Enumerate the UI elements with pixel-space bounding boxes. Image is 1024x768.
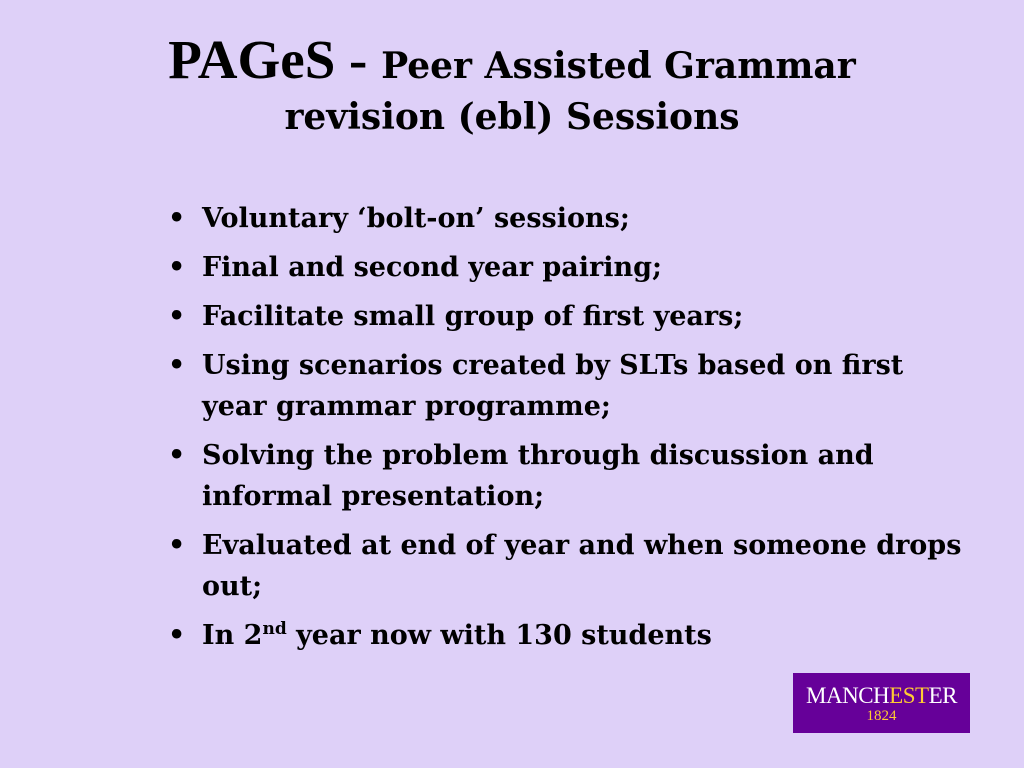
bullet-icon: • <box>168 350 186 381</box>
bullet-icon: • <box>168 301 186 332</box>
bullet-item <box>168 345 968 427</box>
bullet-list <box>168 198 968 664</box>
bullet-icon: • <box>168 620 186 651</box>
bullet-icon: • <box>168 530 186 561</box>
bullet-text: Final and second year pairing; <box>202 252 662 283</box>
bullet-item <box>168 296 968 337</box>
university-logo <box>793 673 970 733</box>
bullet-item <box>168 615 968 656</box>
bullet-icon: • <box>168 203 186 234</box>
ordinal-superscript: nd <box>262 619 287 639</box>
title-subtitle-line2: revision (ebl) Sessions <box>284 96 740 138</box>
slide-title <box>0 28 1024 137</box>
bullet-item <box>168 247 968 288</box>
title-subtitle: Peer Assisted Grammar <box>381 45 856 87</box>
bullet-text <box>202 620 712 651</box>
bullet-item <box>168 198 968 239</box>
bullet-text: Voluntary ‘bolt-on’ sessions; <box>202 203 630 234</box>
title-acronym: PAGeS - <box>168 29 382 90</box>
bullet-text: Using scenarios created by SLTs based on first year grammar programme; <box>202 350 904 422</box>
bullet-text-after: year now with 130 students <box>286 620 712 651</box>
bullet-text: Facilitate small group of first years; <box>202 301 744 332</box>
logo-year: 1824 <box>866 708 897 724</box>
bullet-icon: • <box>168 252 186 283</box>
bullet-text: Solving the problem through discussion and informal presentation; <box>202 440 874 512</box>
bullet-item <box>168 435 968 517</box>
bullet-icon: • <box>168 440 186 471</box>
logo-wordmark: MANCHESTER <box>806 683 957 708</box>
bullet-text-before: In 2 <box>202 620 263 651</box>
bullet-item <box>168 525 968 607</box>
bullet-text: Evaluated at end of year and when someone drops out; <box>202 530 962 602</box>
